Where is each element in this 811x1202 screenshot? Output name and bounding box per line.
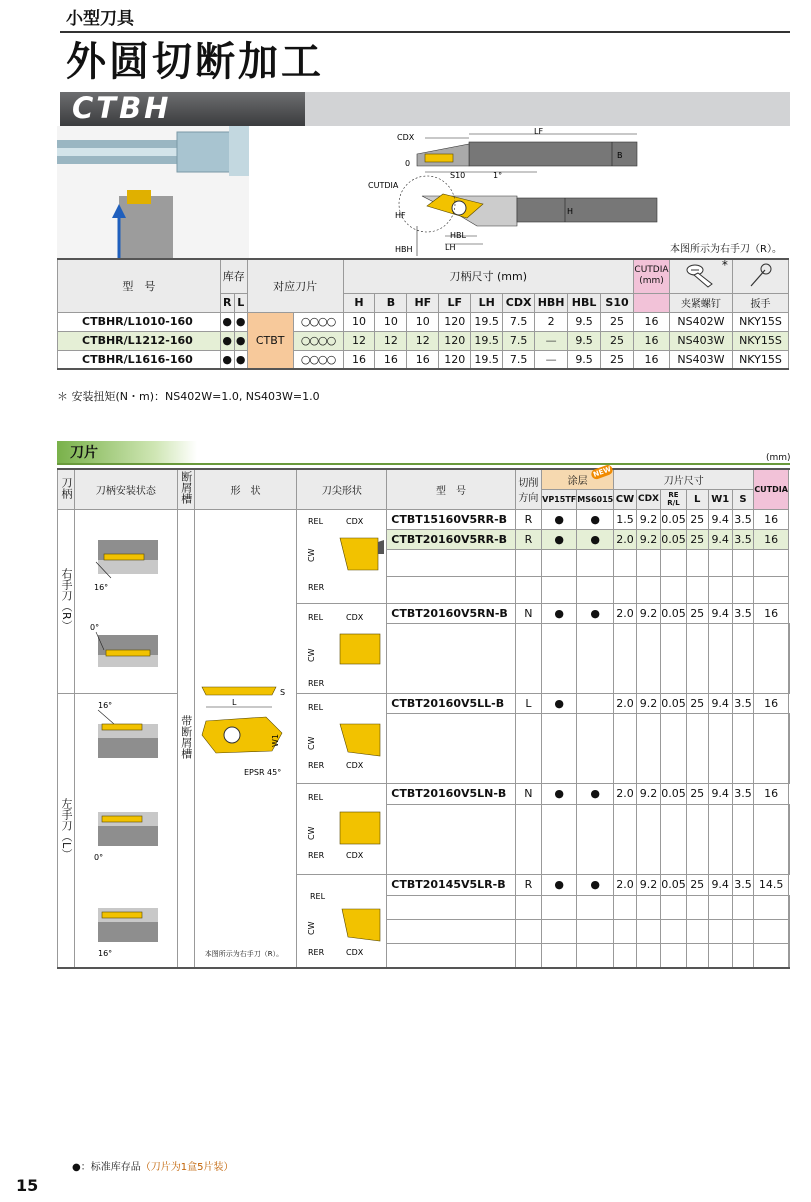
col-wrench: 扳手 <box>732 293 788 312</box>
legend-pack: （刀片为1盒5片装） <box>140 1162 234 1173</box>
col-cw: CW <box>614 489 636 509</box>
tip-rel: REL <box>307 792 323 802</box>
group-left <box>58 693 75 968</box>
tip-rer: RER <box>307 760 324 770</box>
cutdia: 16 <box>634 331 670 350</box>
mount-angle-0: 0° <box>89 622 99 632</box>
insert-model: CTBT15160V5RR-B <box>387 509 515 529</box>
tip-rel: REL <box>307 516 323 526</box>
insert-s: 3.5 <box>732 874 754 895</box>
tip-cdx: CDX <box>345 850 364 860</box>
col-model: 型 号 <box>387 469 515 509</box>
stock-r: ● <box>220 312 234 331</box>
insert-cutdia: 16 <box>754 529 789 549</box>
col-hf: HF <box>407 293 439 312</box>
insert-w1: 9.4 <box>708 529 732 549</box>
dim-lh: 19.5 <box>471 312 503 331</box>
screw-icon <box>686 262 716 288</box>
tip-cdx: CDX <box>345 760 364 770</box>
cutdia: 16 <box>634 312 670 331</box>
col-screw: 夹紧螺钉 <box>669 293 732 312</box>
insert-ms: ● <box>577 529 614 549</box>
col-stock-l: L <box>234 293 247 312</box>
tip-diagram <box>297 693 387 783</box>
screw: NS403W <box>669 350 732 369</box>
col-model: 型 号 <box>58 259 221 312</box>
col-stock-r: R <box>220 293 234 312</box>
col-b: B <box>375 293 407 312</box>
col-stock: 库存 <box>220 259 247 293</box>
holder-table <box>57 258 789 370</box>
insert-cw: 2.0 <box>614 783 636 805</box>
tip-cw: CW <box>306 826 316 840</box>
mount-right <box>75 509 178 693</box>
insert-dir: N <box>515 603 541 624</box>
dim-lh: 19.5 <box>471 350 503 369</box>
insert-ms: ● <box>577 783 614 805</box>
tip-rel: REL <box>307 702 323 712</box>
mount-angle-16: 16° <box>97 700 113 710</box>
insert-cdx: 9.2 <box>636 783 661 805</box>
dim-lf-label: LF <box>534 127 544 136</box>
shape-s-label: S <box>279 687 285 697</box>
tip-cdx: CDX <box>345 947 364 957</box>
insert-model: CTBT20145V5LR-B <box>387 874 515 895</box>
screw: NS403W <box>669 331 732 350</box>
insert-cw: 2.0 <box>614 693 636 713</box>
dim-h: 10 <box>343 312 375 331</box>
dim-h: 16 <box>343 350 375 369</box>
tip-cdx: CDX <box>345 516 364 526</box>
dim-lf: 120 <box>439 312 471 331</box>
col-s10: S10 <box>601 293 634 312</box>
insert-rerl: 0.05 <box>661 693 687 713</box>
col-chip-label: 断屑槽 <box>179 471 193 505</box>
dim-hbh: 2 <box>535 312 568 331</box>
tip-diagram-ln <box>298 784 386 870</box>
insert-l: 25 <box>686 874 708 895</box>
group-right-label: 右手刀（R） <box>60 568 73 631</box>
wrench-icon <box>747 262 773 288</box>
shape-epsr-label: EPSR 45° <box>243 767 281 777</box>
insert-rerl: 0.05 <box>661 783 687 805</box>
insert-section-rule <box>57 463 790 465</box>
col-cut-dir <box>515 469 541 509</box>
insert-cutdia: 16 <box>754 509 789 529</box>
col-holder <box>58 469 75 509</box>
col-mount: 刀柄安装状态 <box>75 469 178 509</box>
stock-legend <box>72 1158 233 1173</box>
tip-rel: REL <box>307 612 323 622</box>
dim-s10-label: S10 <box>450 171 466 180</box>
mount-right-diagrams <box>76 510 176 690</box>
insert-cutdia: 16 <box>754 603 789 624</box>
mount-angle-16b: 16° <box>97 948 113 958</box>
col-dims: 刀片尺寸 <box>614 469 754 489</box>
insert-unit: (mm) <box>766 453 791 463</box>
col-coating-label: 涂层 <box>567 475 588 487</box>
holder-diagram-note: 本图所示为右手刀（R）。 <box>670 244 782 255</box>
col-dims-group: 刀柄尺寸 (mm) <box>343 259 633 293</box>
insert-dir: L <box>515 693 541 713</box>
insert-ms: ● <box>577 874 614 895</box>
dim-s10: 25 <box>601 350 634 369</box>
col-coating <box>542 465 614 489</box>
col-chip <box>177 469 194 509</box>
stock-r: ● <box>220 350 234 369</box>
tip-diagram-rn <box>298 604 386 690</box>
insert-rerl: 0.05 <box>661 603 687 624</box>
shape-l-label: L <box>231 697 237 707</box>
insert-vp: ● <box>542 509 577 529</box>
new-badge: NEW <box>590 463 614 480</box>
dim-hf-label: HF <box>395 211 406 220</box>
dim-h: 12 <box>343 331 375 350</box>
shape-w1-label: W1 <box>270 733 280 747</box>
group-left-label: 左手刀（L） <box>60 797 73 860</box>
insert-rerl: 0.05 <box>661 509 687 529</box>
dim-cdx: 7.5 <box>503 331 535 350</box>
holder-row <box>58 312 789 331</box>
torque-footnote: ＊ 安装扭矩(N・m)：NS402W=1.0, NS403W=1.0 <box>57 390 320 403</box>
insert-l: 25 <box>686 693 708 713</box>
tip-cw: CW <box>306 548 316 562</box>
tip-diagram <box>297 874 387 967</box>
insert-w1: 9.4 <box>708 693 732 713</box>
dim-hbh: — <box>535 350 568 369</box>
col-h: H <box>343 293 375 312</box>
screw: NS402W <box>669 312 732 331</box>
chip-group-label: 带断屑槽 <box>179 714 193 759</box>
stock-l: ● <box>234 350 247 369</box>
col-cutdia <box>634 259 670 293</box>
dim-b: 10 <box>375 312 407 331</box>
col-cutdia-sub <box>634 293 670 312</box>
cutdia: 16 <box>634 350 670 369</box>
col-shape: 形 状 <box>194 469 297 509</box>
tip-diagram-lr <box>298 875 386 961</box>
col-cdx: CDX <box>636 489 661 509</box>
insert-dir: N <box>515 783 541 805</box>
holder-model: CTBHR/L1616-160 <box>58 350 221 369</box>
col-cdx: CDX <box>503 293 535 312</box>
insert-l: 25 <box>686 509 708 529</box>
insert-l: 25 <box>686 529 708 549</box>
series-code: CTBH <box>72 91 172 125</box>
dim-b-label: B <box>617 151 623 160</box>
insert-fit: ○○○○ <box>293 331 343 350</box>
shape-cell <box>194 509 297 968</box>
insert-cutdia: 16 <box>754 693 789 713</box>
col-l: L <box>686 489 708 509</box>
insert-cw: 2.0 <box>614 529 636 549</box>
insert-fit: ○○○○ <box>293 350 343 369</box>
insert-shape-diagram <box>196 677 296 797</box>
shape-note: 本图所示为右手刀（R）。 <box>204 949 284 958</box>
tip-cw: CW <box>306 921 316 935</box>
insert-w1: 9.4 <box>708 603 732 624</box>
insert-cdx: 9.2 <box>636 529 661 549</box>
insert-fit: ○○○○ <box>293 312 343 331</box>
stock-r: ● <box>220 331 234 350</box>
dim-lh: 19.5 <box>471 331 503 350</box>
dim-hf: 16 <box>407 350 439 369</box>
holder-model: CTBHR/L1212-160 <box>58 331 221 350</box>
holder-photo <box>57 126 249 260</box>
col-w1: W1 <box>708 489 732 509</box>
stock-l: ● <box>234 331 247 350</box>
insert-model: CTBT20160V5RR-B <box>387 529 515 549</box>
col-ms: MS6015 <box>577 489 614 509</box>
dim-hbl: 9.5 <box>568 350 601 369</box>
insert-ms: ● <box>577 603 614 624</box>
dim-hf: 10 <box>407 312 439 331</box>
dim-hbl-label: HBL <box>450 231 466 240</box>
insert-s: 3.5 <box>732 783 754 805</box>
insert-w1: 9.4 <box>708 783 732 805</box>
col-screw-icon <box>669 259 732 293</box>
wrench: NKY15S <box>732 350 788 369</box>
col-lf: LF <box>439 293 471 312</box>
chip-group <box>177 509 194 968</box>
insert-cw: 1.5 <box>614 509 636 529</box>
insert-cdx: 9.2 <box>636 874 661 895</box>
insert-l: 25 <box>686 603 708 624</box>
insert-row <box>58 693 790 713</box>
dim-zero-label: 0 <box>405 159 411 168</box>
insert-dir: R <box>515 529 541 549</box>
dim-one-deg-label: 1° <box>493 171 503 180</box>
insert-cdx: 9.2 <box>636 509 661 529</box>
insert-ms <box>577 693 614 713</box>
wrench: NKY15S <box>732 331 788 350</box>
tip-diagram-ll <box>298 694 386 780</box>
dim-hbl: 9.5 <box>568 331 601 350</box>
dim-cdx: 7.5 <box>503 350 535 369</box>
mount-angle-0: 0° <box>93 852 103 862</box>
holder-row <box>58 331 789 350</box>
insert-cutdia: 16 <box>754 783 789 805</box>
mount-left-diagrams <box>76 694 176 964</box>
group-right <box>58 509 75 693</box>
col-rerl: RE R/L <box>661 489 687 509</box>
insert-name: CTBT <box>247 312 293 369</box>
col-tip: 刀尖形状 <box>297 469 387 509</box>
insert-w1: 9.4 <box>708 874 732 895</box>
category-label: 小型刀具 <box>66 9 134 29</box>
tip-rer: RER <box>307 678 324 688</box>
insert-model: CTBT20160V5RN-B <box>387 603 515 624</box>
insert-l: 25 <box>686 783 708 805</box>
insert-rerl: 0.05 <box>661 529 687 549</box>
mount-angle-16: 16° <box>93 582 109 592</box>
dim-hbh-label: HBH <box>395 245 413 254</box>
col-cutdia: CUTDIA <box>754 469 789 509</box>
insert-model: CTBT20160V5LL-B <box>387 693 515 713</box>
insert-ms: ● <box>577 509 614 529</box>
col-insert: 对应刀片 <box>247 259 343 312</box>
dim-lf: 120 <box>439 350 471 369</box>
tip-rel: REL <box>309 891 325 901</box>
dim-cutdia-label: CUTDIA <box>368 181 399 190</box>
insert-cw: 2.0 <box>614 603 636 624</box>
insert-w1: 9.4 <box>708 509 732 529</box>
dim-hbl: 9.5 <box>568 312 601 331</box>
insert-cutdia: 14.5 <box>754 874 789 895</box>
col-holder-label: 刀柄 <box>60 476 73 499</box>
col-hbl: HBL <box>568 293 601 312</box>
insert-cw: 2.0 <box>614 874 636 895</box>
cut-dir-2: 方向 <box>518 493 539 505</box>
tip-cw: CW <box>306 736 316 750</box>
page-title: 外圆切断加工 <box>66 39 324 85</box>
dim-cdx-label: CDX <box>397 133 415 142</box>
insert-vp: ● <box>542 783 577 805</box>
col-hbh: HBH <box>535 293 568 312</box>
tip-rer: RER <box>307 582 324 592</box>
tip-cw: CW <box>306 648 316 662</box>
tip-diagram <box>297 603 387 693</box>
tip-diagram-rr <box>298 510 386 596</box>
col-s: S <box>732 489 754 509</box>
insert-row <box>58 509 790 529</box>
page-number: 15 <box>16 1176 39 1195</box>
legend-dot: ● <box>72 1162 81 1173</box>
holder-row <box>58 350 789 369</box>
tip-rer: RER <box>307 947 324 957</box>
insert-s: 3.5 <box>732 603 754 624</box>
col-lh: LH <box>471 293 503 312</box>
insert-vp: ● <box>542 874 577 895</box>
wrench: NKY15S <box>732 312 788 331</box>
dim-b: 12 <box>375 331 407 350</box>
dim-hbh: — <box>535 331 568 350</box>
dim-lh-label: LH <box>445 243 456 252</box>
insert-vp: ● <box>542 693 577 713</box>
legend-text: ：标准库存品 <box>80 1162 141 1173</box>
cutdia-top: CUTDIA <box>634 265 669 276</box>
insert-section-title: 刀片 <box>70 445 98 461</box>
holder-model: CTBHR/L1010-160 <box>58 312 221 331</box>
dim-cdx: 7.5 <box>503 312 535 331</box>
cutdia-bottom: (mm) <box>639 276 664 287</box>
insert-s: 3.5 <box>732 693 754 713</box>
mount-left <box>75 693 178 968</box>
insert-rerl: 0.05 <box>661 874 687 895</box>
tip-diagram <box>297 509 387 603</box>
insert-dir: R <box>515 874 541 895</box>
insert-cdx: 9.2 <box>636 603 661 624</box>
tip-rer: RER <box>307 850 324 860</box>
tip-diagram <box>297 783 387 874</box>
dim-s10: 25 <box>601 331 634 350</box>
stock-l: ● <box>234 312 247 331</box>
dim-hf: 12 <box>407 331 439 350</box>
insert-vp: ● <box>542 603 577 624</box>
col-wrench-icon <box>732 259 788 293</box>
tip-cdx: CDX <box>345 612 364 622</box>
insert-dir: R <box>515 509 541 529</box>
insert-model: CTBT20160V5LN-B <box>387 783 515 805</box>
screw-star: * <box>721 258 728 272</box>
dim-h-label: H <box>567 207 574 216</box>
col-vp: VP15TF <box>542 489 577 509</box>
insert-s: 3.5 <box>732 529 754 549</box>
cut-dir-1: 切削 <box>518 478 539 490</box>
insert-cdx: 9.2 <box>636 693 661 713</box>
dim-b: 16 <box>375 350 407 369</box>
dim-s10: 25 <box>601 312 634 331</box>
insert-vp: ● <box>542 529 577 549</box>
insert-s: 3.5 <box>732 509 754 529</box>
insert-table <box>57 465 790 969</box>
dim-lf: 120 <box>439 331 471 350</box>
